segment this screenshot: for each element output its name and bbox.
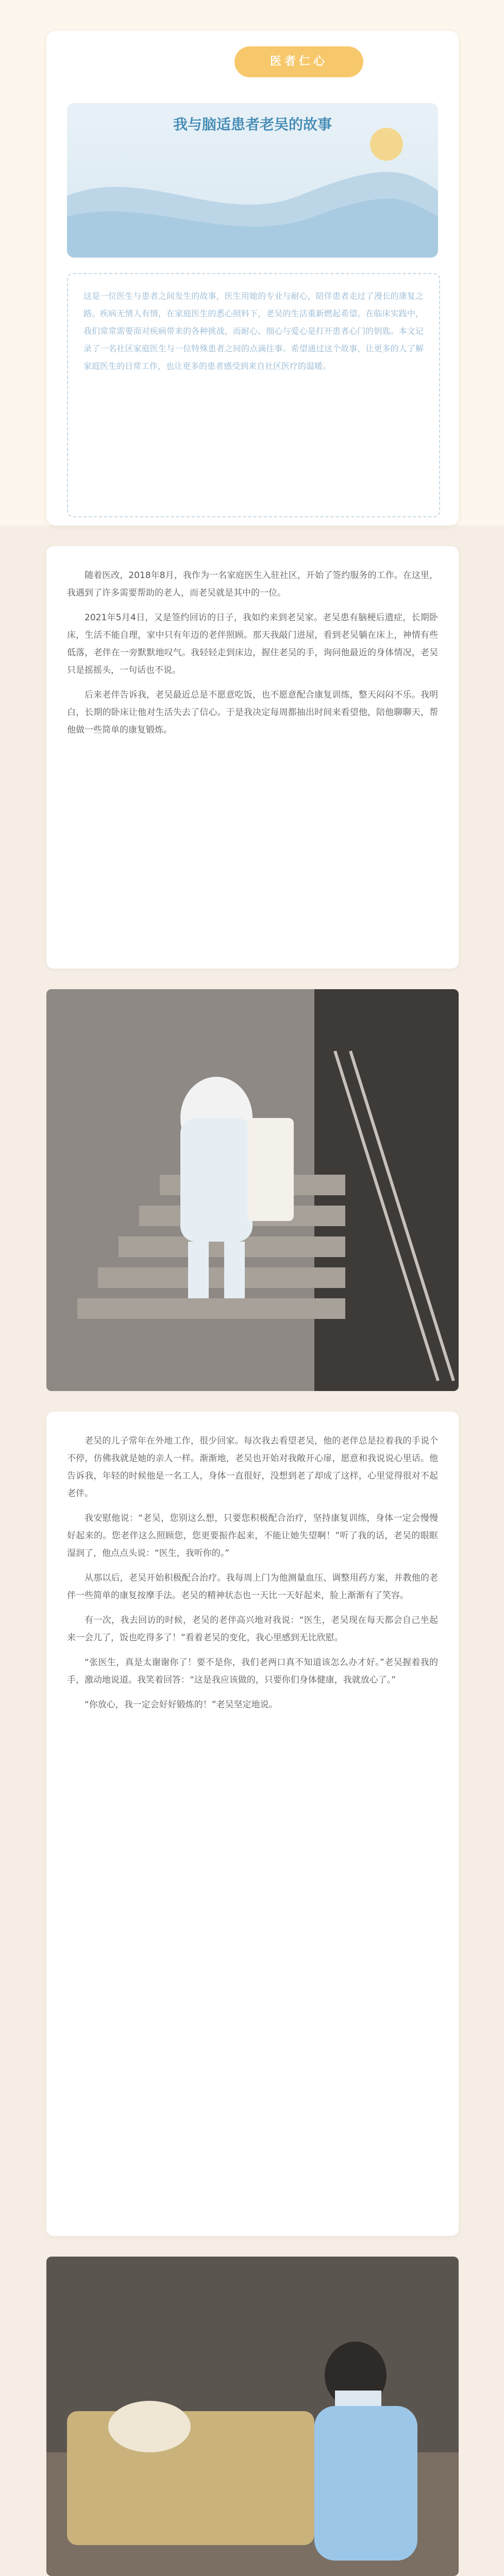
bedside-photo (46, 2257, 459, 2576)
stairs-photo (46, 989, 459, 1391)
section-2-text (67, 1432, 438, 1721)
paragraph: 我安慰他说：“老吴，您别这么想，只要您积极配合治疗，坚持康复训练，身体一定会慢慢好起来的。您老伴这么照顾您，您更要振作起来，不能让她失望啊！”听了我的话，老吴的眼眶湿润了，他点点头说：“医生，我听你的。” (67, 1513, 438, 1558)
category-badge: 医者仁心 (234, 46, 363, 77)
article-title: 我与脑适患者老吴的故事 (173, 116, 332, 133)
intro-text: 这是一位医生与患者之间发生的故事，医生用她的专业与耐心，陪伴患者走过了漫长的康复之路。疾病无情人有情，在家庭医生的悉心照料下，老吴的生活重新燃起希望。在临床实践中，我们常常需要面对疾病带来的各种挑战，而耐心、细心与爱心是打开患者心门的钥匙。本文记录了一名社区家庭医生与一位特殊患者之间的点滴往事。希望通过这个故事，让更多的人了解家庭医生的日常工作，也让更多的患者感受到来自社区医疗的温暖。 (83, 291, 424, 371)
bedside-illustration (46, 2257, 459, 2576)
header-card (46, 31, 459, 526)
section-2 (46, 1412, 459, 2236)
paragraph: 从那以后，老吴开始积极配合治疗。我每周上门为他测量血压、调整用药方案，并教他的老伴一些简单的康复按摩手法。老吴的精神状态也一天比一天好起来，脸上渐渐有了笑容。 (67, 1573, 438, 1601)
hero-banner (67, 103, 438, 258)
intro-box (67, 273, 440, 517)
paragraph: 有一次，我去回访的时候，老吴的老伴高兴地对我说：“医生，老吴现在每天都会自己坐起来一会儿了，饭也吃得多了！”看着老吴的变化，我心里感到无比欣慰。 (67, 1615, 438, 1643)
paragraph: “张医生，真是太谢谢你了！要不是你，我们老两口真不知道该怎么办才好。”老吴握着我的手，激动地说道。我笑着回答：“这是我应该做的，只要你们身体健康，我就放心了。” (67, 1657, 438, 1685)
stairs-illustration (46, 989, 459, 1391)
section-1-text (67, 567, 438, 746)
paragraph: 2021年5月4日，又是签约回访的日子，我如约来到老吴家。老吴患有脑梗后遗症，长期卧床，生活不能自理，家中只有年迈的老伴照顾。那天我敲门进屋，看到老吴躺在床上，神情有些低落，老伴在一旁默默地叹气。我轻轻走到床边，握住老吴的手，询问他最近的身体情况，老吴只是摇摇头，一句话也不说。 (67, 613, 438, 675)
section-1 (46, 546, 459, 969)
header (0, 0, 504, 526)
paragraph: “你放心，我一定会好好锻炼的！”老吴坚定地说。 (85, 1700, 278, 1710)
paragraph: 随着医改，2018年8月，我作为一名家庭医生入驻社区，开始了签约服务的工作。在这里，我遇到了许多需要帮助的老人，而老吴就是其中的一位。 (67, 570, 438, 598)
paragraph: 后来老伴告诉我，老吴最近总是不愿意吃饭，也不愿意配合康复训练，整天闷闷不乐。我明白，长期的卧床让他对生活失去了信心。于是我决定每周都抽出时间来看望他，陪他聊聊天，帮他做一些简单的康复锻炼。 (67, 690, 438, 735)
paragraph: 老吴的儿子常年在外地工作，很少回家。每次我去看望老吴，他的老伴总是拉着我的手说个不停，仿佛我就是她的亲人一样。渐渐地，老吴也开始对我敞开心扉，愿意和我说说心里话。他告诉我，年轻的时候他是一名工人，身体一直很好，没想到老了却成了这样，心里觉得很对不起老伴。 (67, 1436, 438, 1499)
